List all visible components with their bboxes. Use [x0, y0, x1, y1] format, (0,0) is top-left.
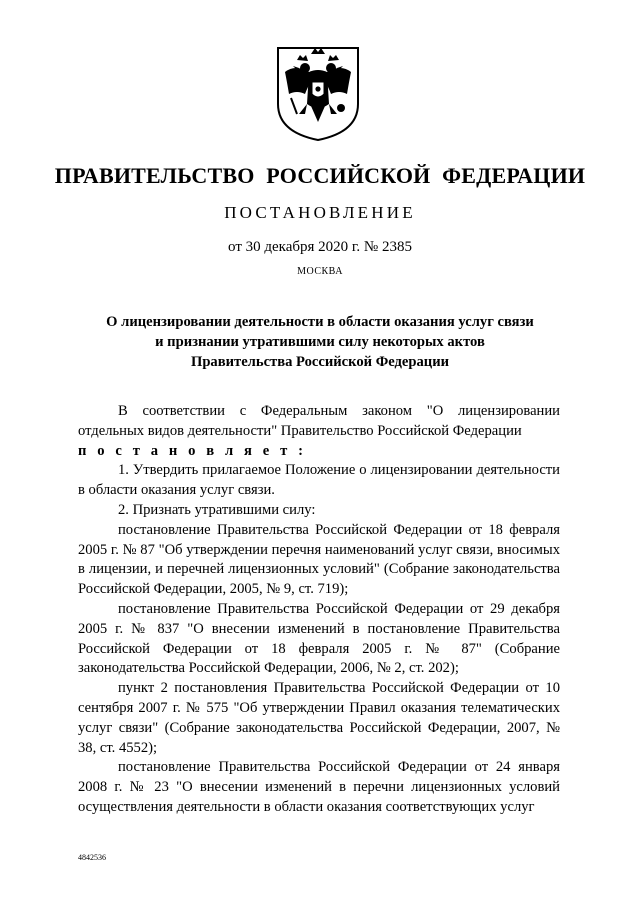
- government-title: ПРАВИТЕЛЬСТВО РОССИЙСКОЙ ФЕДЕРАЦИИ: [54, 163, 586, 188]
- coat-of-arms-icon: [275, 42, 361, 142]
- paragraph-repeal-2: постановление Правительства Российской Федерации от 29 декабря 2005 г. № 837 "О внесении изменений в постановление Правительства Российской Федерации от 18 февраля 2005 г. № 87" (Собрание законодательства Российской Федерации, 2006, № 2, ст. 202);: [78, 600, 560, 677]
- document-title: [0, 312, 640, 372]
- title-line-1: О лицензировании деятельности в области оказания услуг связи: [106, 314, 534, 330]
- paragraph-item-2: 2. Признать утратившими силу:: [118, 501, 316, 518]
- title-line-3: Правительства Российской Федерации: [190, 354, 450, 370]
- paragraph-decree: [78, 442, 560, 462]
- decree-word: п о с т а н о в л я е т :: [78, 442, 307, 459]
- paragraph-item-1: 1. Утвердить прилагаемое Положение о лицензировании деятельности в области оказания услуг связи.: [78, 462, 560, 499]
- document-body: [78, 402, 560, 818]
- paragraph-repeal-3: пункт 2 постановления Правительства Российской Федерации от 10 сентября 2007 г. № 575 "Об утверждении Правил оказания телематических услуг связи" (Собрание законодательства Российской Федерации, 2007, № 38, ст. 4552);: [78, 680, 560, 756]
- document-type: ПОСТАНОВЛЕНИЕ: [224, 203, 416, 222]
- paragraph-repeal-4: постановление Правительства Российской Федерации от 24 января 2008 г. № 23 "О внесении изменений в перечни лицензионных условий осуществления деятельности в области оказания соответствующих услуг: [78, 759, 560, 815]
- document-code: 4842536: [78, 853, 106, 862]
- paragraph-repeal-1: постановление Правительства Российской Федерации от 18 февраля 2005 г. № 87 "Об утверждении перечня наименований услуг связи, вносимых в лицензии, и перечней лицензионных условий" (Собрание законодательства Российской Федерации, 2005, № 9, ст. 719);: [78, 521, 560, 598]
- paragraph-preamble: В соответствии с Федеральным законом "О лицензировании отдельных видов деятельности" Правительство Российской Федерации: [78, 403, 560, 439]
- title-line-2: и признании утратившими силу некоторых актов: [155, 334, 485, 350]
- document-date-number: от 30 декабря 2020 г. № 2385: [228, 239, 412, 255]
- city: МОСКВА: [297, 266, 343, 277]
